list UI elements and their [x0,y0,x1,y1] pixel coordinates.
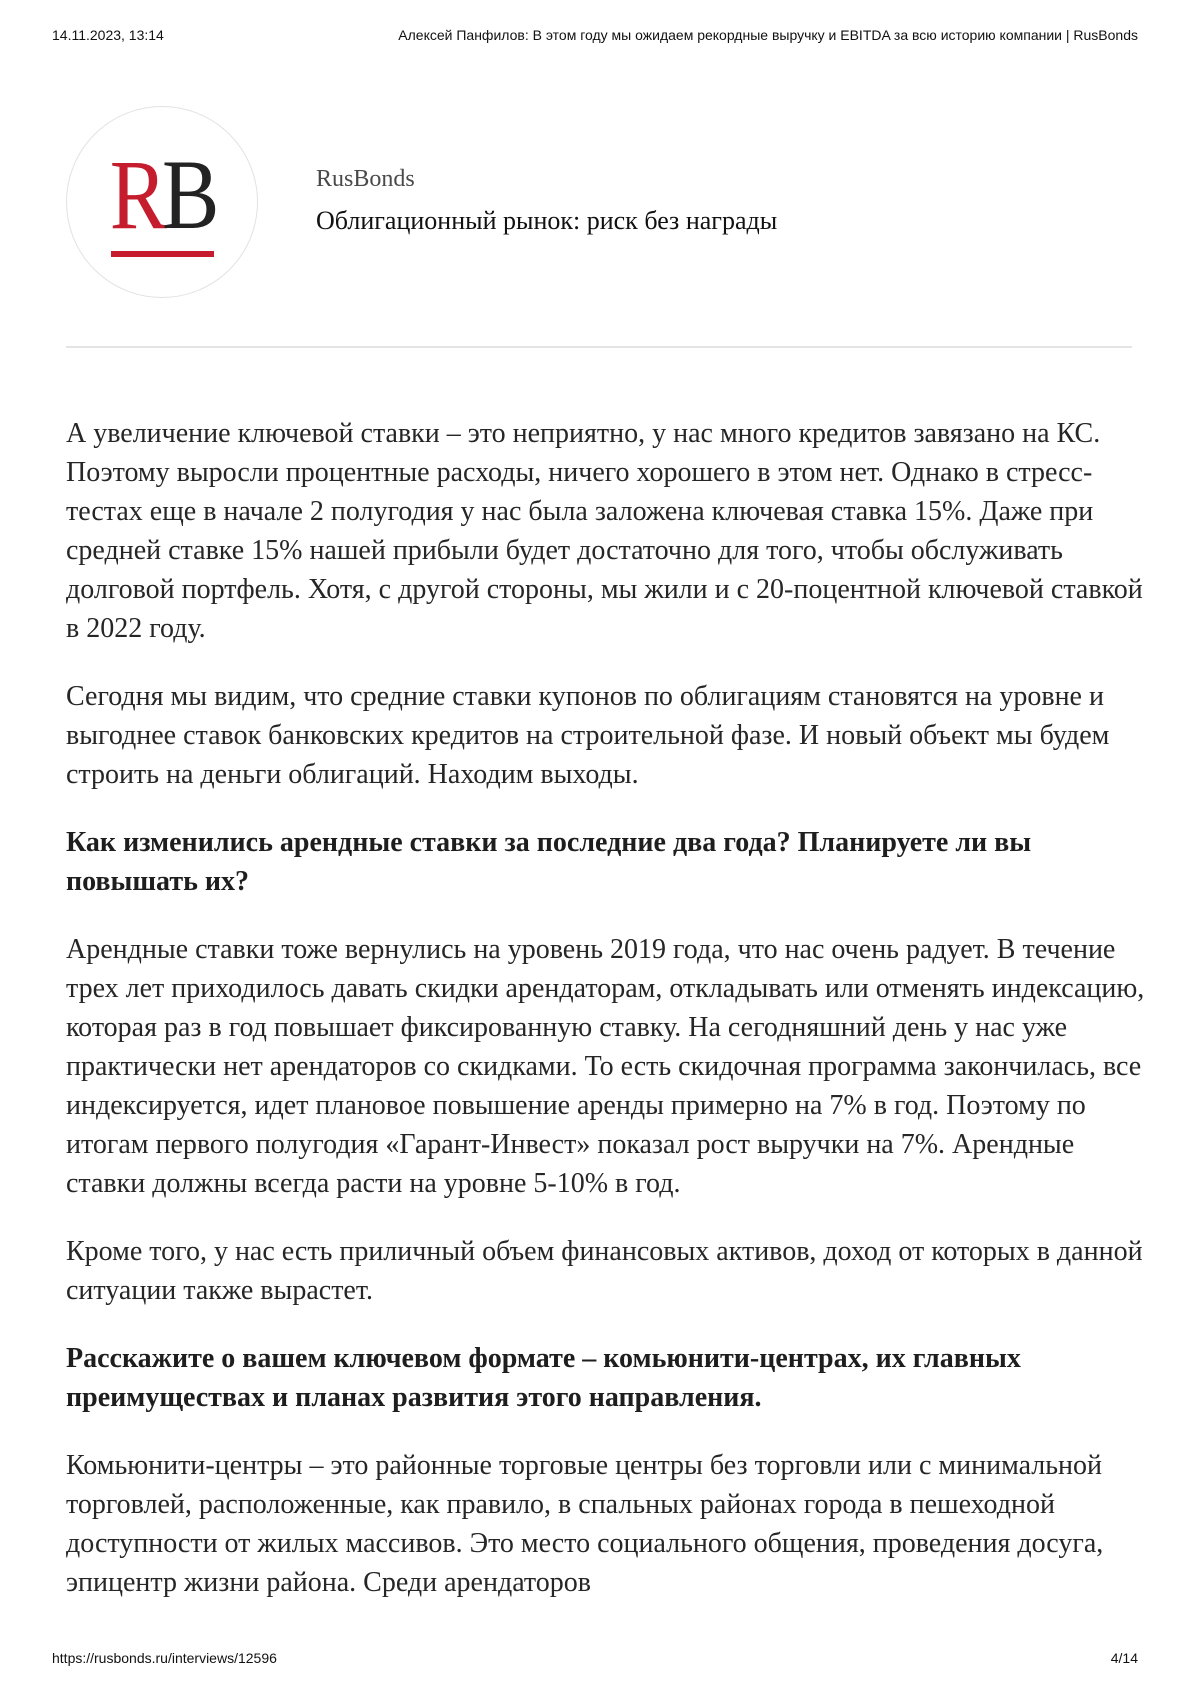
logo-letter-b: B [162,139,215,250]
interview-question: Как изменились арендные ставки за последние два года? Планируете ли вы повышать их? [66,827,1032,897]
logo-mark [80,139,243,250]
page-url: https://rusbonds.ru/interviews/12596 [52,1650,277,1666]
interview-question: Расскажите о вашем ключевом формате – комьюнити-центрах, их главных преимуществах и планах развития этого направления. [66,1343,1021,1413]
page-number: 4/14 [1110,1650,1138,1666]
article-paragraph: А увеличение ключевой ставки – это неприятно, у нас много кредитов завязано на КС. Поэтому выросли процентные расходы, ничего хорошего в этом нет. Однако в стресс-тестах еще в начале 2 полугодия у нас была заложена ключевая ставка 15%. Даже при средней ставке 15% нашей прибыли будет достаточно для того, чтобы обслуживать долговой портфель. Хотя, с другой стороны, мы жили и с 20-поцентной ключевой ставкой в 2022 году. [66,418,1143,644]
article-paragraph: Кроме того, у нас есть приличный объем финансовых активов, доход от которых в данной ситуации также вырастет. [66,1236,1143,1306]
print-page-title: Алексей Панфилов: В этом году мы ожидаем рекордные выручку и EBITDA за всю историю компании | RusBonds [398,27,1138,43]
article-paragraph: Арендные ставки тоже вернулись на уровень 2019 года, что нас очень радует. В течение трех лет приходилось давать скидки арендаторам, откладывать или отменять индексацию, которая раз в год повышает фиксированную ставку. На сегодняшний день у нас уже практически нет арендаторов со скидками. То есть скидочная программа закончилась, все индексируется, идет плановое повышение аренды примерно на 7% в год. Поэтому по итогам первого полугодия «Гарант-Инвест» показал рост выручки на 7%. Арендные ставки должны всегда расти на уровне 5-10% в год. [66,934,1145,1199]
print-header [52,27,1138,47]
article-body [66,414,1146,1631]
rusbonds-logo[interactable] [66,106,258,298]
logo-underline [111,251,214,257]
article-paragraph: Комьюнити-центры – это районные торговые центры без торговли или с минимальной торговлей, расположенные, как правило, в спальных районах города в пешеходной доступности от жилых массивов. Это место социального общения, проведения досуга, эпицентр жизни района. Среди арендаторов [66,1450,1104,1598]
logo-letter-r: R [109,139,162,250]
print-footer [52,1650,1138,1670]
publisher-subtitle: Облигационный рынок: риск без награды [316,206,778,235]
header-divider [66,346,1132,348]
publisher-name[interactable]: RusBonds [316,166,415,192]
article-paragraph: Сегодня мы видим, что средние ставки купонов по облигациям становятся на уровне и выгоднее ставок банковских кредитов на строительной фазе. И новый объект мы будем строить на деньги облигаций. Находим выходы. [66,681,1110,790]
print-date: 14.11.2023, 13:14 [52,27,164,43]
